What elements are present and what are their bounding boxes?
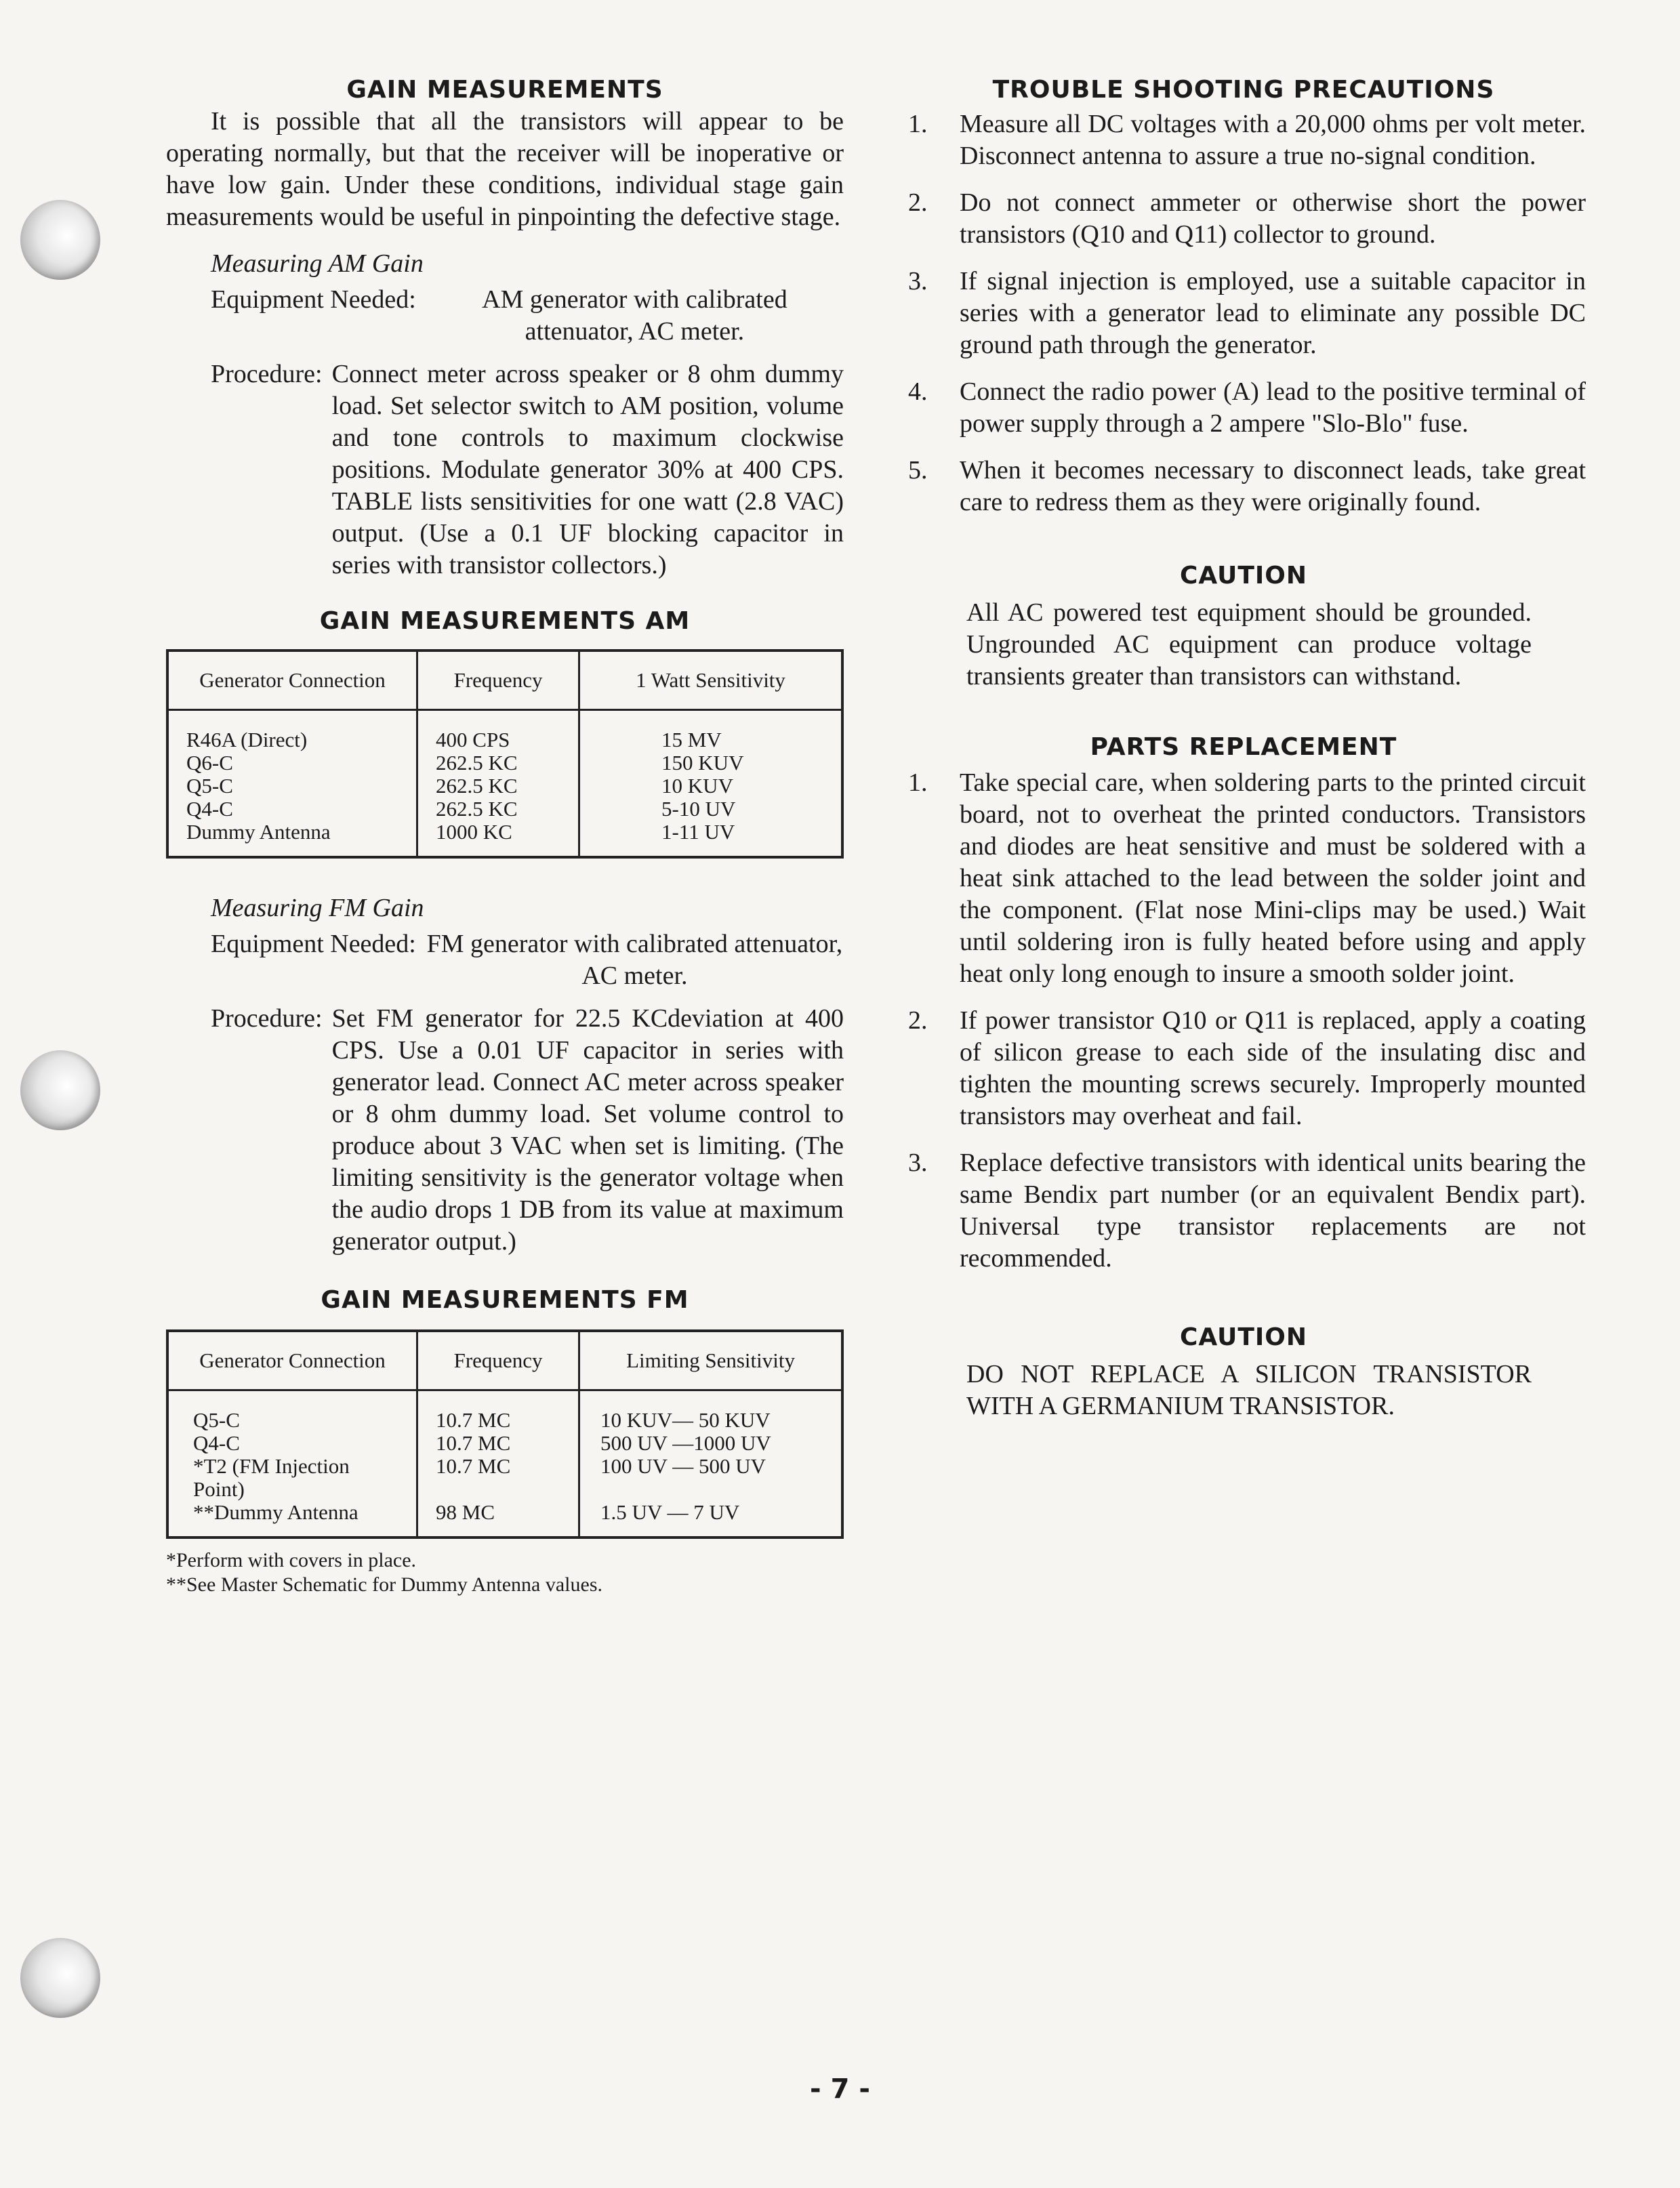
fm-equipment-row [211, 928, 844, 992]
list-item [901, 108, 1586, 172]
footnote-covers: *Perform with covers in place. [166, 1549, 417, 1571]
punch-hole-bottom [20, 1938, 100, 2018]
punch-hole-middle [20, 1050, 100, 1130]
list-number: 3. [908, 1149, 928, 1177]
parts-replacement-list [901, 767, 1586, 1275]
list-item [901, 376, 1586, 440]
footnote-dummy-antenna: **See Master Schematic for Dummy Antenna values. [166, 1573, 603, 1596]
list-text: When it becomes necessary to disconnect leads, take great care to redress them as they were originally found. [960, 456, 1586, 516]
list-number: 1. [908, 110, 928, 138]
fm-table-wrap [166, 1329, 844, 1539]
list-number: 5. [908, 456, 928, 484]
table-cell-connections: R46A (Direct) Q6-C Q5-C Q4-C Dummy Antenna [167, 710, 417, 858]
list-number: 4. [908, 377, 928, 406]
table-header: Frequency [417, 651, 579, 710]
list-number: 3. [908, 267, 928, 295]
table-row [167, 1390, 842, 1538]
list-item [901, 767, 1586, 990]
table-header: 1 Watt Sensitivity [579, 651, 842, 710]
am-procedure-row [211, 358, 844, 581]
am-procedure-value: Connect meter across speaker or 8 ohm dummy load. Set selector switch to AM position, volume and tone controls to maximum clockwise positions. Modulate generator 30% at 400 CPS. TABLE lists sensitivities for one watt (2.8 VAC) output. (Use a 0.1 UF blocking capacitor in series with transistor collectors.) [331, 360, 844, 579]
table-header: Frequency [417, 1331, 579, 1390]
list-item [901, 1147, 1586, 1275]
list-text: If signal injection is employed, use a suitable capacitor in series with a generator lead to eliminate any possible DC ground path through the generator. [960, 267, 1586, 359]
table-cell-sensitivities: 15 MV 150 KUV 10 KUV 5-10 UV 1-11 UV [661, 728, 744, 844]
right-column [901, 75, 1586, 1422]
table-header: Generator Connection [167, 1331, 417, 1390]
list-text: If power transistor Q10 or Q11 is replaced, apply a coating of silicon grease to each side of the insulating disc and tighten the mounting screws securely. Improperly mounted transistors may overheat and fail. [960, 1006, 1586, 1130]
table-row [167, 710, 842, 858]
fm-footnotes [166, 1548, 844, 1597]
trouble-shooting-heading: TROUBLE SHOOTING PRECAUTIONS [992, 76, 1495, 104]
table-header-row [167, 1331, 842, 1390]
list-text: Do not connect ammeter or otherwise short the power transistors (Q10 and Q11) collector to ground. [960, 188, 1586, 249]
fm-gain-subheading: Measuring FM Gain [211, 894, 424, 922]
table-header-row [167, 651, 842, 710]
gain-measurements-heading: GAIN MEASUREMENTS [346, 76, 663, 104]
list-number: 2. [908, 1006, 928, 1035]
am-gain-table [166, 649, 844, 859]
fm-procedure-label: Procedure: [211, 1004, 323, 1033]
caution-heading: CAUTION [1179, 562, 1308, 590]
list-text: Replace defective transistors with identical units bearing the same Bendix part number (or an equivalent Bendix part). Universal type transistor replacements are not recommended. [960, 1149, 1586, 1273]
fm-table-title: GAIN MEASUREMENTS FM [321, 1286, 689, 1314]
list-text: Measure all DC voltages with a 20,000 ohms per volt meter. Disconnect antenna to assure a true no-signal condition. [960, 110, 1586, 170]
table-cell-connections: Q5-C Q4-C *T2 (FM Injection Point) **Dummy Antenna [167, 1390, 417, 1538]
table-header: Limiting Sensitivity [579, 1331, 842, 1390]
fm-equipment-value: FM generator with calibrated attenuator, AC meter. [426, 930, 843, 990]
am-table-title: GAIN MEASUREMENTS AM [319, 607, 691, 635]
table-cell-frequencies: 10.7 MC 10.7 MC 10.7 MC 98 MC [417, 1390, 579, 1538]
fm-equipment-label: Equipment Needed: [211, 930, 416, 958]
am-equipment-label: Equipment Needed: [211, 285, 416, 314]
fm-procedure-value: Set FM generator for 22.5 KCdeviation at 400 CPS. Use a 0.01 UF capacitor in series with generator lead. Connect AC meter across speaker or 8 ohm dummy load. Set volume control to produce about 3 VAC when set is limiting. (The limiting sensitivity is the generator voltage when the audio drops 1 DB from its value at maximum generator output.) [331, 1004, 844, 1256]
punch-hole-top [20, 200, 100, 280]
list-number: 1. [908, 768, 928, 797]
am-procedure-label: Procedure: [211, 360, 323, 388]
list-item [901, 455, 1586, 518]
parts-replacement-heading: PARTS REPLACEMENT [1090, 733, 1397, 761]
left-column [166, 75, 844, 1597]
list-text: Take special care, when soldering parts to the printed circuit board, not to overheat the printed conductors. Transistors and diodes are heat sensitive and must be soldered with a heat sink attached to the lead between the solder joint and the component. (Flat nose Mini-clips may be used.) Wait until soldering iron is fully heated before using and apply heat only long enough to insure a smooth solder joint. [960, 768, 1586, 988]
table-cell-sensitivities: 10 KUV— 50 KUV 500 UV —1000 UV 100 UV — 500 UV 1.5 UV — 7 UV [600, 1408, 771, 1524]
am-equipment-row [211, 284, 844, 348]
list-item [901, 1005, 1586, 1132]
list-text: Connect the radio power (A) lead to the positive terminal of power supply through a 2 ampere "Slo-Blo" fuse. [960, 377, 1586, 438]
fm-procedure-row [211, 1003, 844, 1258]
caution-heading: CAUTION [1179, 1323, 1308, 1351]
table-cell-frequencies: 400 CPS 262.5 KC 262.5 KC 262.5 KC 1000 KC [417, 710, 579, 858]
list-item [901, 266, 1586, 361]
trouble-shooting-list [901, 108, 1586, 518]
list-item [901, 187, 1586, 251]
am-table-wrap [166, 649, 844, 859]
table-header: Generator Connection [167, 651, 417, 710]
am-gain-subheading: Measuring AM Gain [211, 249, 424, 278]
list-number: 2. [908, 188, 928, 217]
caution-ac-text: All AC powered test equipment should be grounded. Ungrounded AC equipment can produce voltage transients greater than transistors can withstand. [966, 598, 1532, 690]
caution-silicon-text: DO NOT REPLACE A SILICON TRANSISTOR WITH A GERMANIUM TRANSISTOR. [966, 1360, 1532, 1420]
gain-intro-paragraph: It is possible that all the transistors will appear to be operating normally, but that the receiver will be inoperative or have low gain. Under these conditions, individual stage gain measurements would be useful in pinpointing the defective stage. [166, 107, 844, 231]
page-number: - 7 - [810, 2073, 870, 2105]
am-equipment-value: AM generator with calibrated attenuator, AC meter. [482, 285, 787, 346]
fm-gain-table [166, 1329, 844, 1539]
